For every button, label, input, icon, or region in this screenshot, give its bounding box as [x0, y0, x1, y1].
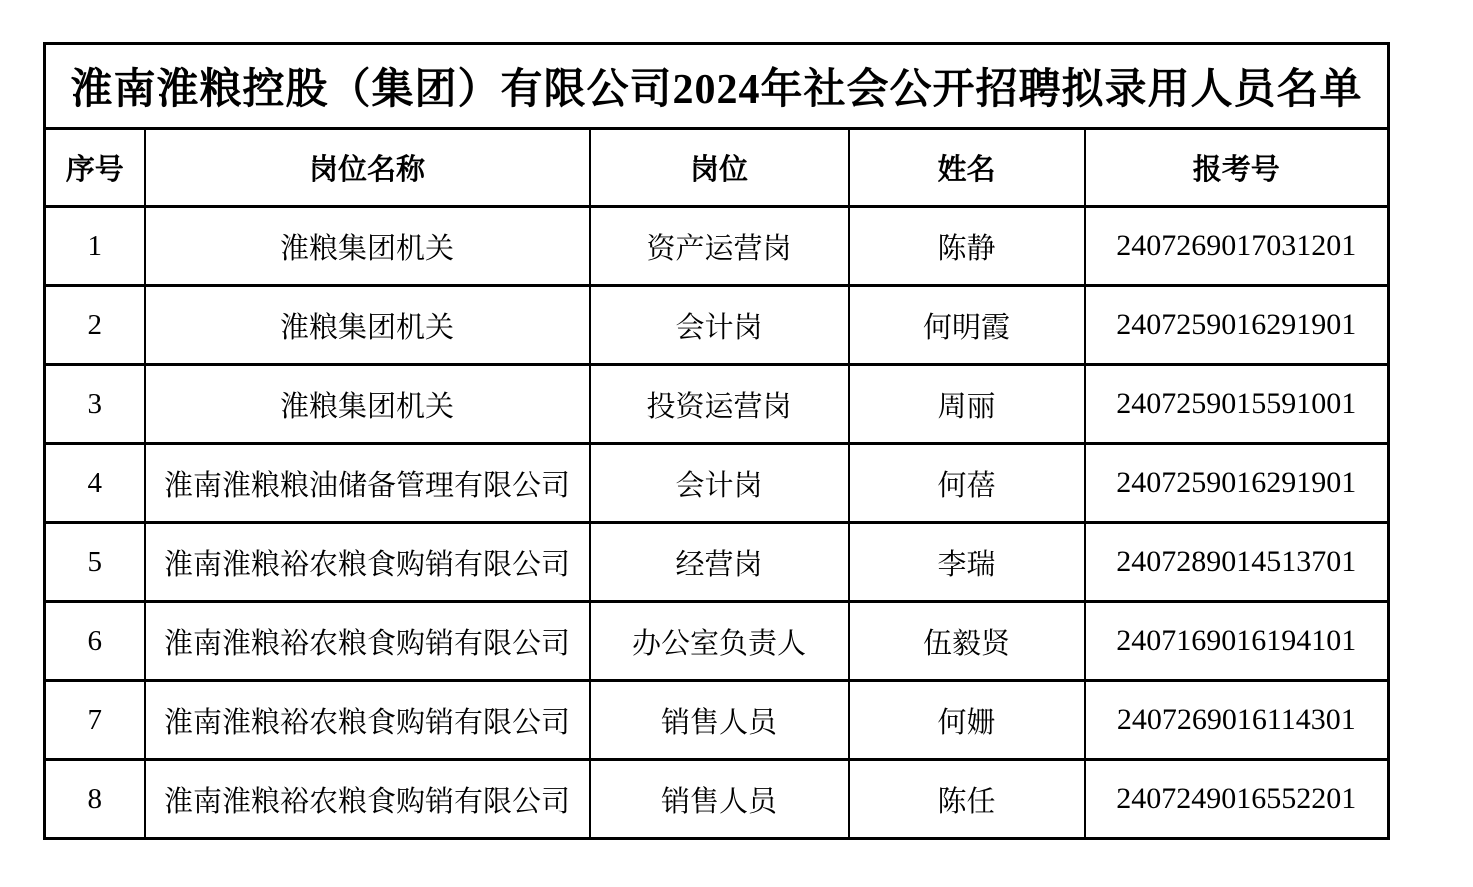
cell-unit: 淮粮集团机关 — [145, 286, 590, 365]
cell-name: 伍毅贤 — [849, 602, 1085, 681]
cell-serial: 1 — [45, 207, 145, 286]
table-row — [45, 365, 1389, 444]
cell-post: 会计岗 — [590, 444, 849, 523]
cell-post: 经营岗 — [590, 523, 849, 602]
table-title-row — [45, 44, 1389, 129]
cell-post: 办公室负责人 — [590, 602, 849, 681]
column-header-post: 岗位 — [590, 129, 849, 207]
table-header-row — [45, 129, 1389, 207]
cell-unit: 淮粮集团机关 — [145, 207, 590, 286]
cell-regno: 2407259016291901 — [1085, 444, 1389, 523]
cell-post: 会计岗 — [590, 286, 849, 365]
recruitment-table — [43, 42, 1390, 840]
column-header-regno: 报考号 — [1085, 129, 1389, 207]
cell-serial: 7 — [45, 681, 145, 760]
table-row — [45, 602, 1389, 681]
cell-post: 投资运营岗 — [590, 365, 849, 444]
column-header-serial: 序号 — [45, 129, 145, 207]
cell-regno: 2407259015591001 — [1085, 365, 1389, 444]
cell-name: 陈任 — [849, 760, 1085, 839]
cell-name: 李瑞 — [849, 523, 1085, 602]
cell-name: 何姗 — [849, 681, 1085, 760]
cell-regno: 2407269017031201 — [1085, 207, 1389, 286]
cell-unit: 淮粮集团机关 — [145, 365, 590, 444]
cell-serial: 2 — [45, 286, 145, 365]
cell-unit: 淮南淮粮裕农粮食购销有限公司 — [145, 681, 590, 760]
cell-serial: 3 — [45, 365, 145, 444]
column-header-unit: 岗位名称 — [145, 129, 590, 207]
cell-serial: 5 — [45, 523, 145, 602]
cell-unit: 淮南淮粮裕农粮食购销有限公司 — [145, 523, 590, 602]
cell-regno: 2407259016291901 — [1085, 286, 1389, 365]
cell-post: 销售人员 — [590, 760, 849, 839]
cell-post: 销售人员 — [590, 681, 849, 760]
table-row — [45, 681, 1389, 760]
cell-unit: 淮南淮粮裕农粮食购销有限公司 — [145, 760, 590, 839]
cell-name: 陈静 — [849, 207, 1085, 286]
cell-name: 周丽 — [849, 365, 1085, 444]
cell-post: 资产运营岗 — [590, 207, 849, 286]
table-row — [45, 286, 1389, 365]
column-header-name: 姓名 — [849, 129, 1085, 207]
cell-serial: 4 — [45, 444, 145, 523]
table-row — [45, 523, 1389, 602]
cell-serial: 8 — [45, 760, 145, 839]
cell-name: 何明霞 — [849, 286, 1085, 365]
cell-unit: 淮南淮粮裕农粮食购销有限公司 — [145, 602, 590, 681]
cell-regno: 2407269016114301 — [1085, 681, 1389, 760]
table-row — [45, 760, 1389, 839]
cell-regno: 2407289014513701 — [1085, 523, 1389, 602]
cell-regno: 2407169016194101 — [1085, 602, 1389, 681]
cell-serial: 6 — [45, 602, 145, 681]
table-row — [45, 444, 1389, 523]
document-title: 淮南淮粮控股（集团）有限公司2024年社会公开招聘拟录用人员名单 — [45, 44, 1389, 129]
cell-regno: 2407249016552201 — [1085, 760, 1389, 839]
table-row — [45, 207, 1389, 286]
cell-name: 何蓓 — [849, 444, 1085, 523]
cell-unit: 淮南淮粮粮油储备管理有限公司 — [145, 444, 590, 523]
